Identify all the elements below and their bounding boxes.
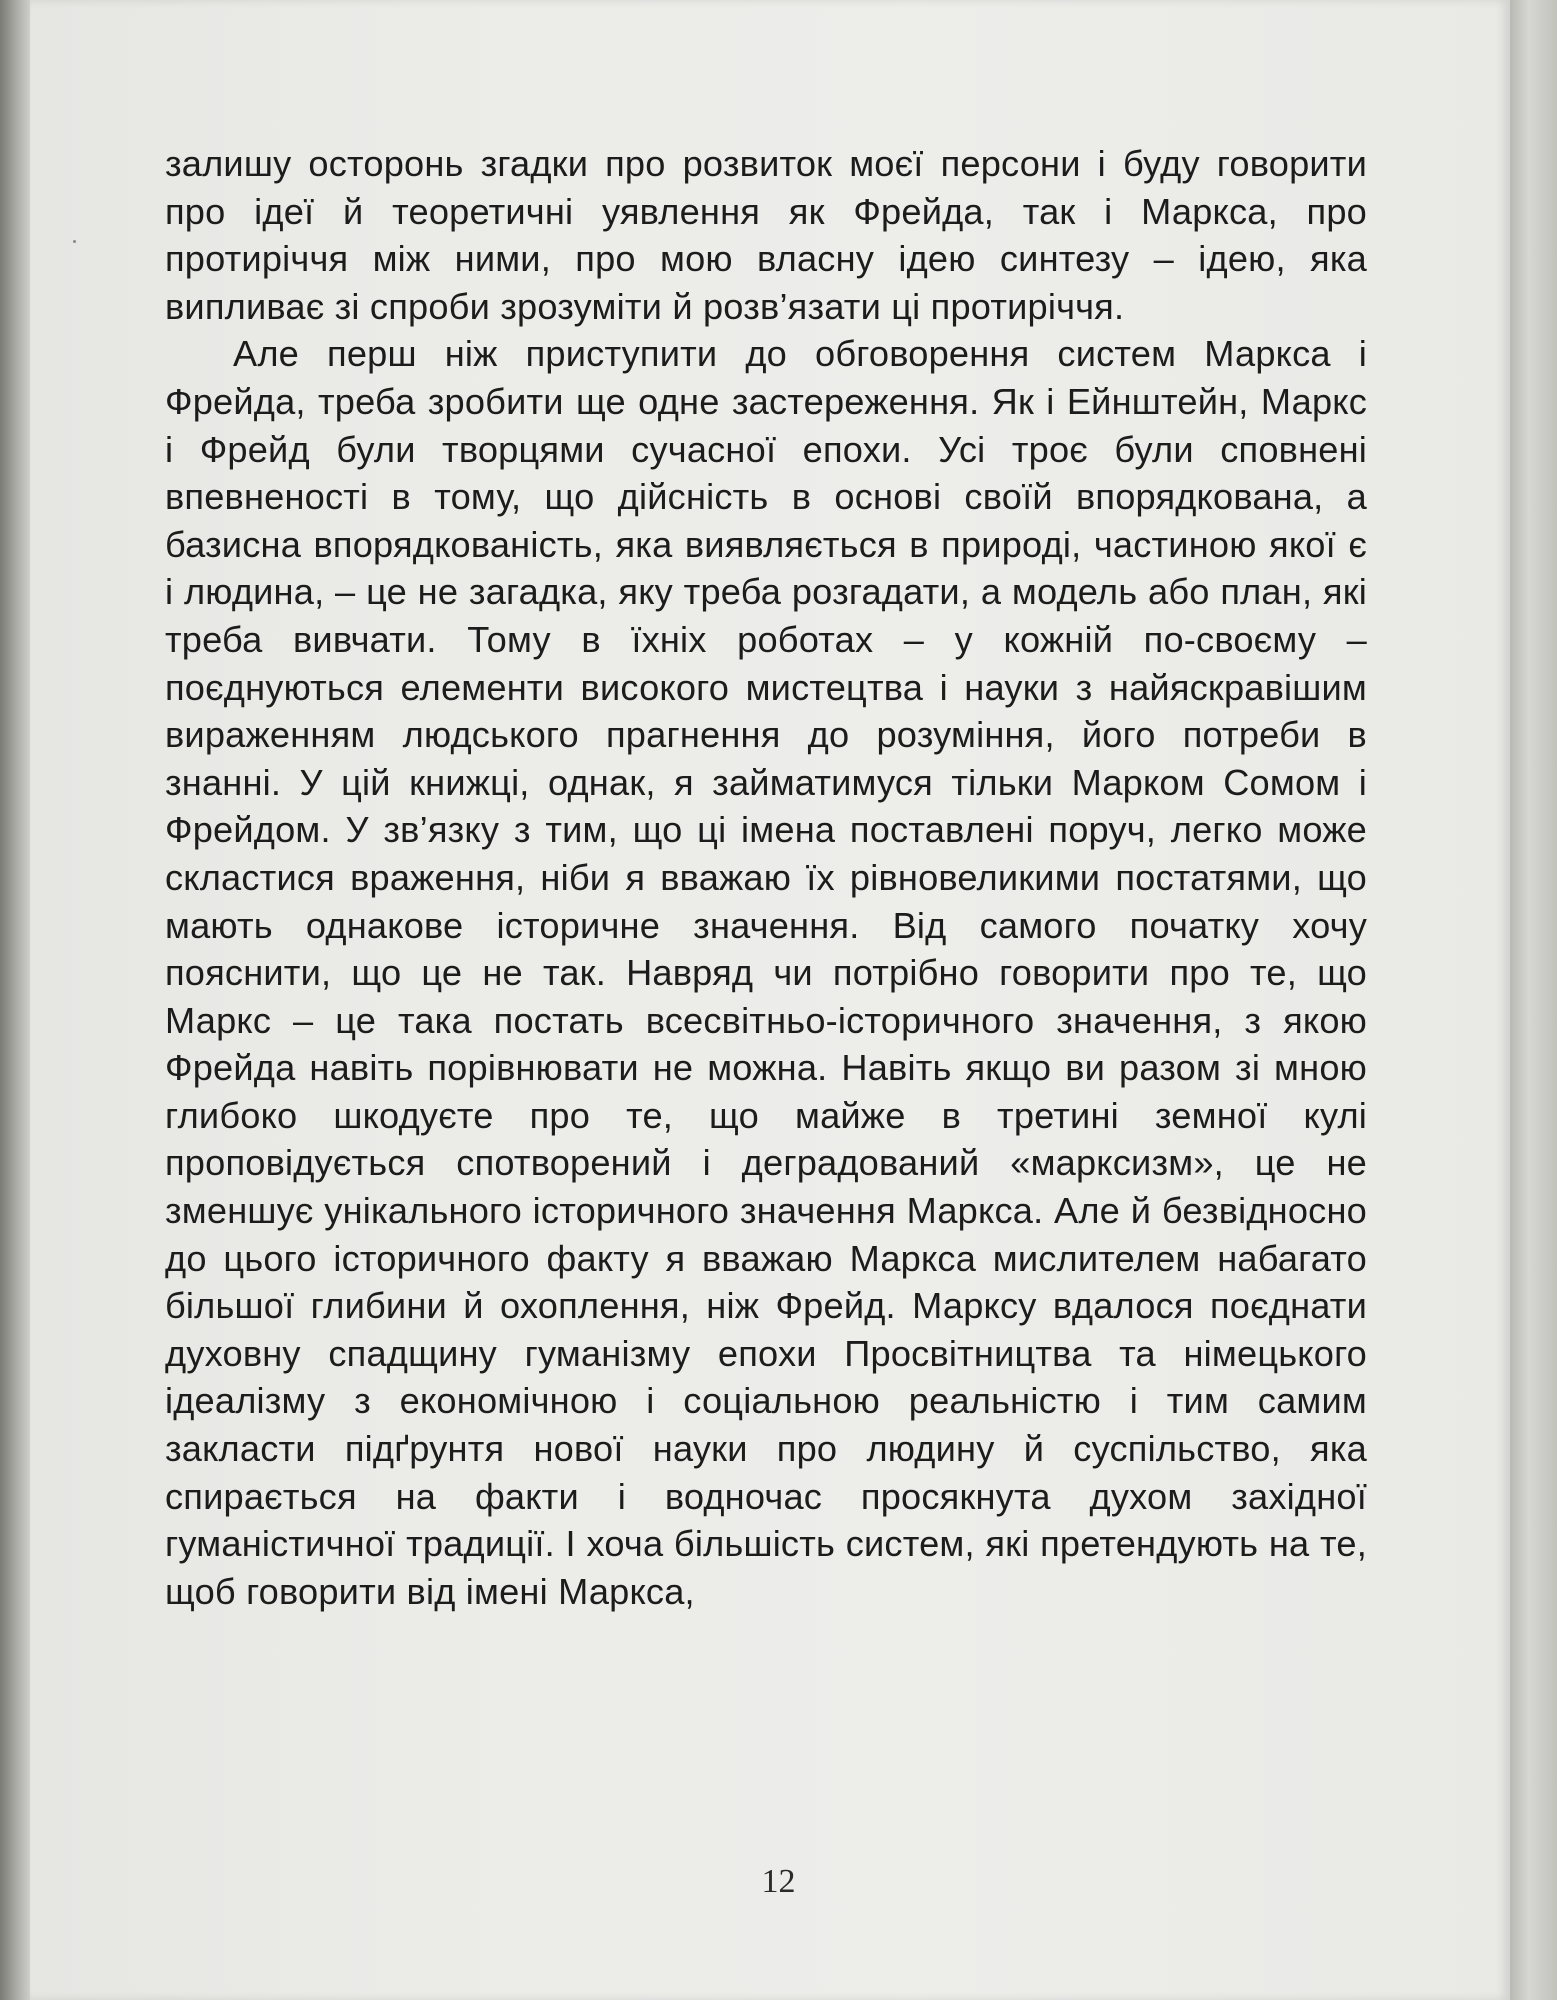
spine-shadow: [0, 0, 34, 2000]
paragraph-main: Але перш ніж приступити до обговорення систем Маркса і Фрейда, треба зробити ще одне застереження. Як і Ейнштейн, Маркс і Фрейд були творцями сучасної епохи. Усі троє були сповнені впевненості в тому, що дійсність в основі своїй впорядкована, а базисна впорядкованість, яка виявляється в природі, частиною якої є і людина, – це не загадка, яку треба розгадати, а модель або план, які треба вивчати. Тому в їхніх роботах – у кожній по-своєму – поєднуються елементи високого мистецтва і науки з найяскравішим вираженням людського прагнення до розуміння, його потреби в знанні. У цій книжці, однак, я займатимуся тільки Марком Сомом і Фрейдом. У зв’язку з тим, що ці імена поставлені поруч, легко може скластися враження, ніби я вважаю їх рівновеликими постатями, що мають однакове історичне значення. Від самого початку хочу пояснити, що це не так. Навряд чи потрібно говорити про те, що Маркс – це така постать всесвітньо-історичного значення, з якою Фрейда навіть порівнювати не можна. Навіть якщо ви разом зі мною глибоко шкодуєте про те, що майже в третині земної кулі проповідується спотворений і деградований «марксизм», це не зменшує унікального історичного значення Маркса. Але й безвідносно до цього історичного факту я вважаю Маркса мислителем набагато більшої глибини й охоплення, ніж Фрейд. Марксу вдалося поєднати духовну спадщину гуманізму епохи Просвітництва та німецького ідеалізму з економічною і соціальною реальністю і тим самим закласти підґрунтя нової науки про людину й суспільство, яка спирається на факти і водночас просякнута духом західної гуманістичної традиції. І хоча більшість систем, які претендують на те, щоб говорити від імені Маркса,: [165, 333, 1367, 1612]
paper-speck: [73, 240, 76, 243]
page-number: 12: [761, 1863, 796, 1900]
page-edge: [1510, 0, 1557, 2000]
body-text: [165, 140, 1367, 1615]
paragraph-continuation: залишу осторонь згадки про розвиток моєї персони і буду говорити про ідеї й теоретичні уявлення як Фрейда, так і Маркса, про протиріччя між ними, про мою власну ідею синтезу – ідею, яка випливає зі спроби зрозуміти й розв’язати ці протиріччя.: [165, 143, 1367, 327]
